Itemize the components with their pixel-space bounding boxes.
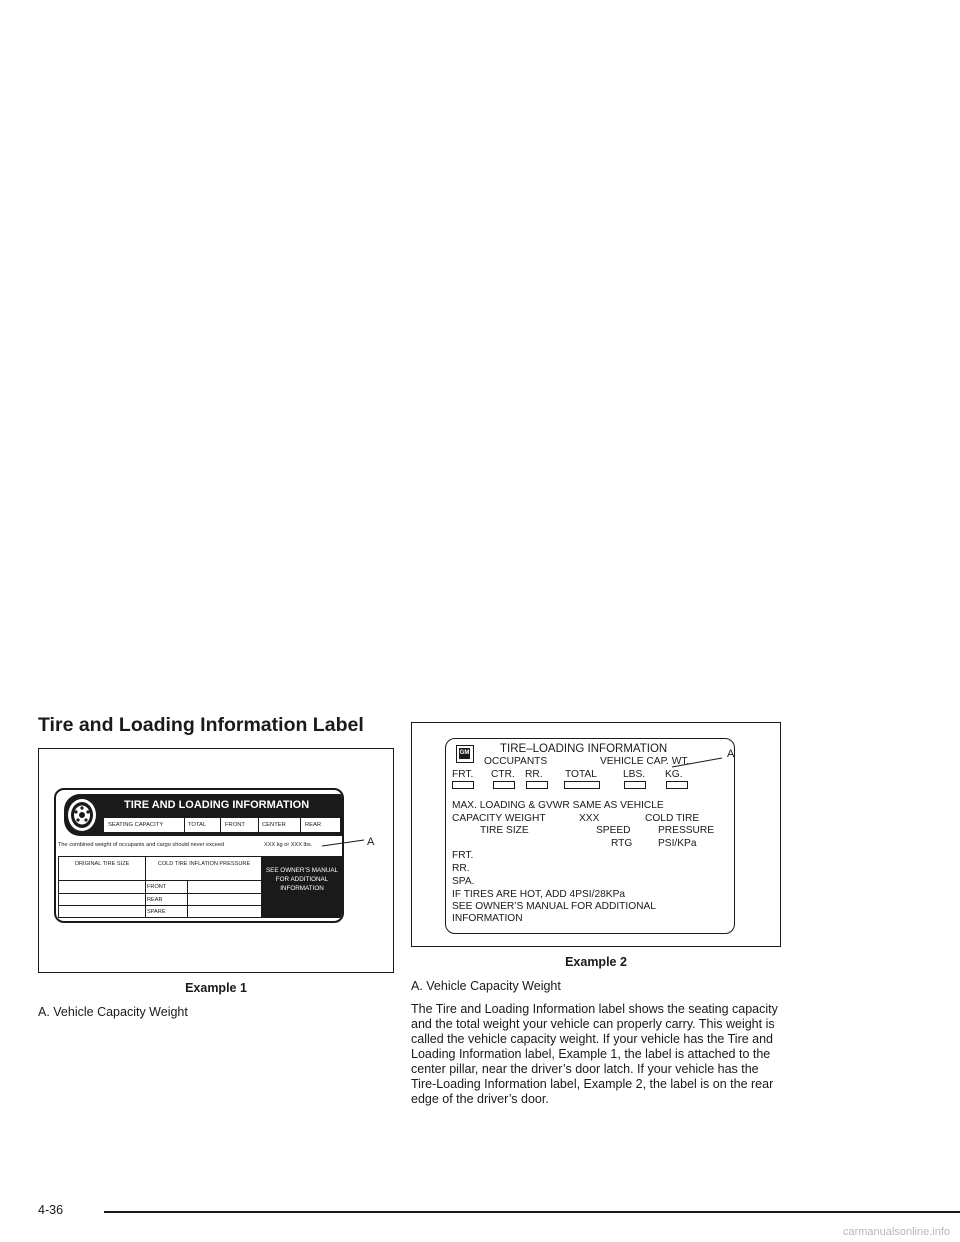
vehicle-cap-wt-label: VEHICLE CAP. WT. [600, 756, 690, 767]
col-lbs: LBS. [623, 769, 646, 780]
tire-size-text: TIRE SIZE [480, 825, 529, 836]
row-spa: SPA. [452, 876, 475, 887]
example1-caption: Example 1 [185, 981, 247, 995]
example1-label-header [64, 794, 342, 836]
box-rr [526, 781, 548, 789]
occupants-label: OCCUPANTS [484, 756, 548, 767]
page-number: 4-36 [38, 1203, 64, 1217]
row-spare: SPARE [147, 909, 166, 915]
example1-legend: A. Vehicle Capacity Weight [38, 1005, 188, 1019]
col-total: TOTAL [565, 769, 597, 780]
row-rr: RR. [452, 863, 470, 874]
box-ctr [493, 781, 515, 789]
max-loading-text: MAX. LOADING & GVWR SAME AS VEHICLE [452, 800, 664, 811]
box-lbs [624, 781, 646, 789]
col-total: TOTAL [184, 818, 220, 832]
box-frt [452, 781, 474, 789]
example1-callout-a: A [367, 836, 375, 848]
combined-weight-text: The combined weight of occupants and cargo should never exceed [58, 842, 225, 848]
see-manual-line2: INFORMATION [452, 913, 523, 924]
col-center: CENTER [258, 818, 300, 832]
col-rr: RR. [525, 769, 543, 780]
col-rear: REAR [300, 818, 340, 832]
col-ctr: CTR. [491, 769, 515, 780]
row-rear: REAR [147, 897, 163, 903]
example2-callout-line [670, 754, 726, 770]
col-kg: KG. [665, 769, 683, 780]
tire-pressure-table [58, 856, 262, 918]
col-seating-capacity: SEATING CAPACITY [104, 818, 184, 832]
psi-kpa-text: PSI/KPa [658, 838, 697, 849]
gm-logo-icon: GM [456, 745, 474, 763]
example1-tire-label [54, 788, 344, 923]
capacity-weight-text: CAPACITY WEIGHT [452, 813, 546, 824]
body-paragraph: The Tire and Loading Information label shows the seating capacity and the total weight your vehicle can properly carry. This weight is called the vehicle capacity weight. If your vehicle has the Tire and Loading Information label, Example 1, the label is attached to the center pillar, near the driver’s door latch. If your vehicle has the Tire-Loading Information label, Example 2, the label is on the rear edge of the driver’s door. [411, 1002, 778, 1106]
rtg-text: RTG [611, 838, 633, 849]
example2-legend: A. Vehicle Capacity Weight [411, 979, 561, 993]
example2-callout-a: A [727, 748, 735, 760]
row-frt: FRT. [452, 850, 474, 861]
example1-callout-line [320, 832, 370, 850]
speed-text: SPEED [596, 825, 631, 836]
footer-rule [104, 1211, 960, 1213]
col-frt: FRT. [452, 769, 474, 780]
box-total [564, 781, 600, 789]
box-kg [666, 781, 688, 789]
cold-tire-text: COLD TIRE [645, 813, 700, 824]
watermark: carmanualsonline.info [842, 1226, 950, 1238]
xxx-text: XXX [579, 813, 600, 824]
cold-tire-pressure: COLD TIRE INFLATION PRESSURE [157, 861, 251, 867]
example1-label-title: TIRE AND LOADING INFORMATION [124, 799, 310, 811]
see-owners-manual-box: SEE OWNER’S MANUAL FOR ADDITIONAL INFORMATION [261, 856, 343, 918]
weight-value: XXX kg or XXX lbs. [264, 842, 313, 848]
see-manual-line1: SEE OWNER’S MANUAL FOR ADDITIONAL [452, 901, 656, 912]
section-title: Tire and Loading Information Label [38, 714, 364, 736]
example2-label-title: TIRE–LOADING INFORMATION [500, 743, 668, 755]
original-tire-size: ORIGINAL TIRE SIZE [74, 861, 130, 867]
hot-tires-note: IF TIRES ARE HOT, ADD 4PSI/28KPa [452, 889, 626, 900]
pressure-text: PRESSURE [658, 825, 715, 836]
tire-wheel-icon [66, 797, 98, 833]
example2-caption: Example 2 [565, 955, 627, 969]
row-front: FRONT [147, 884, 167, 890]
col-front: FRONT [220, 818, 258, 832]
